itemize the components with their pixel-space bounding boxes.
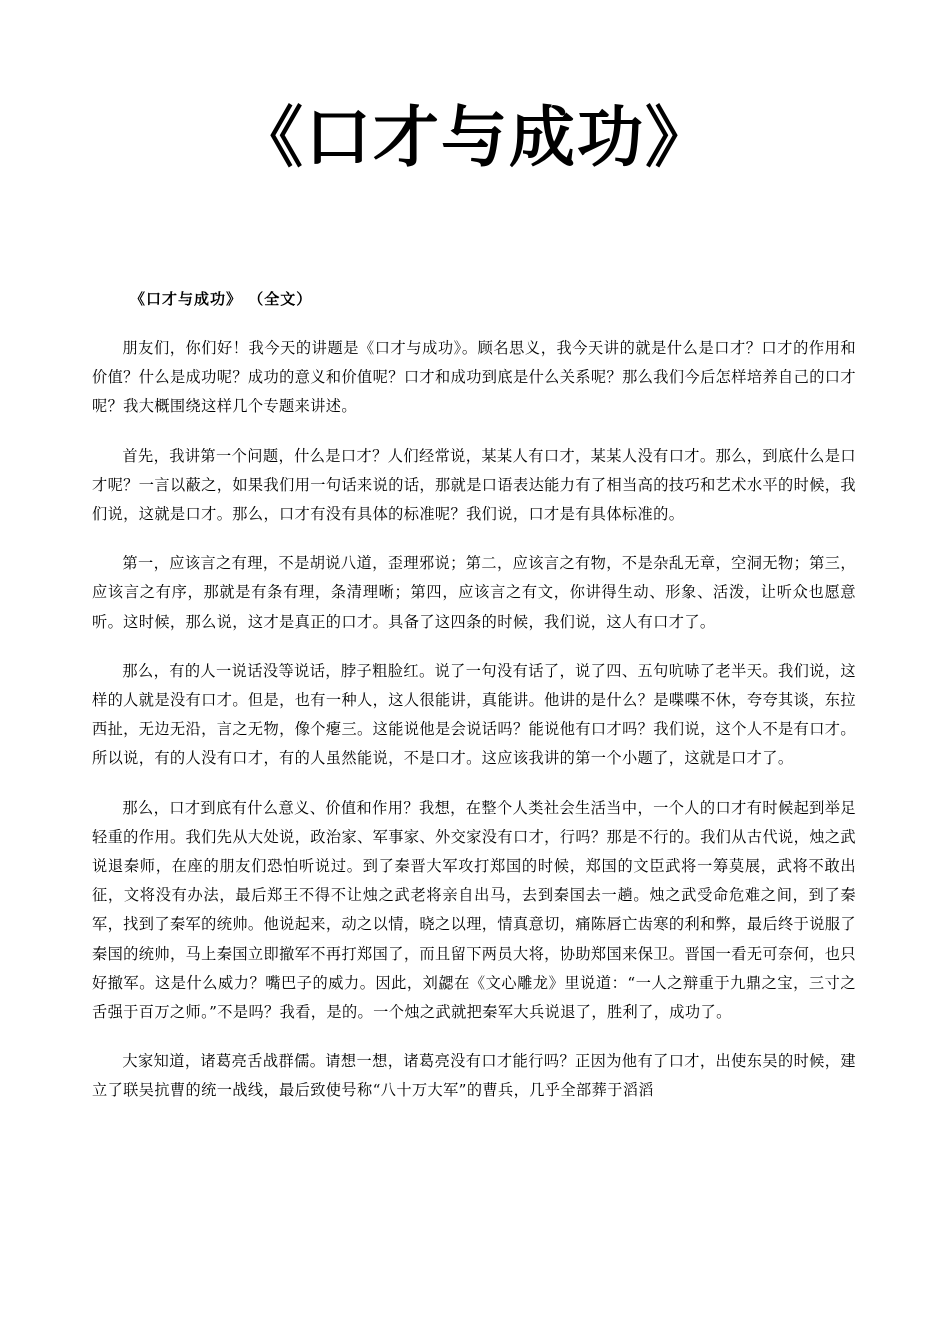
paragraph: 第一，应该言之有理，不是胡说八道，歪理邪说；第二，应该言之有物，不是杂乱无章，空洞无物；第三，应该言之有序，那就是有条有理，条清理晰；第四，应该言之有文，你讲得生动、形象、活泼，让听众也愿意听。这时候，那么说，这才是真正的口才。具备了这四条的时候，我们说，这人有口才了。 (92, 554, 856, 631)
paragraph: 朋友们，你们好！我今天的讲题是《口才与成功》。顾名思义，我今天讲的就是什么是口才？口才的作用和价值？什么是成功呢？成功的意义和价值呢？口才和成功到底是什么关系呢？那么我们今后怎样培养自己的口才呢？我大概围绕这样几个专题来讲述。 (92, 339, 856, 416)
paragraph: 首先，我讲第一个问题，什么是口才？人们经常说，某某人有口才，某某人没有口才。那么，到底什么是口才呢？一言以蔽之，如果我们用一句话来说的话，那就是口语表达能力有了相当高的技巧和艺术水平的时候，我们说，这就是口才。那么，口才有没有具体的标准呢？我们说，口才是有具体标准的。 (92, 446, 856, 524)
paragraph: 那么，有的人一说话没等说话，脖子粗脸红。说了一句没有话了，说了四、五句吭哧了老半天。我们说，这样的人就是没有口才。但是，也有一种人，这人很能讲，真能讲。他讲的是什么？是喋喋不休，夸夸其谈，东拉西扯，无边无沿，言之无物，像个瘪三。这能说他是会说话吗？能说他有口才吗？我们说，这个人不是有口才。所以说，有的人没有口才，有的人虽然能说，不是口才。这应该我讲的第一个小题了，这就是口才了。 (92, 661, 856, 768)
section-heading: 《口才与成功》 （全文） (130, 290, 313, 308)
paragraph: 那么，口才到底有什么意义、价值和作用？我想，在整个人类社会生活当中，一个人的口才有时候起到举足轻重的作用。我们先从大处说，政治家、军事家、外交家没有口才，行吗？那是不行的。我们从古代说，烛之武说退秦师，在座的朋友们恐怕听说过。到了秦晋大军攻打郑国的时候，郑国的文臣武将一筹莫展，武将不敢出征，文将没有办法，最后郑王不得不让烛之武老将亲自出马，去到秦国去一趟。烛之武受命危难之间，到了秦军，找到了秦军的统帅。他说起来，动之以情，晓之以理，情真意切，痛陈唇亡齿寒的利和弊，最后终于说服了秦国的统帅，马上秦国立即撤军不再打郑国了，而且留下两员大将，协助郑国来保卫。晋国一看无可奈何，也只好撤军。这是什么威力？嘴巴子的威力。因此，刘勰在《文心雕龙》里说道：“一人之辩重于九鼎之宝，三寸之舌强于百万之师。”不是吗？我看，是的。一个烛之武就把秦军大兵说退了，胜利了，成功了。 (92, 798, 856, 1022)
paragraph: 大家知道，诸葛亮舌战群儒。请想一想，诸葛亮没有口才能行吗？正因为他有了口才，出使东吴的时候，建立了联吴抗曹的统一战线，最后致使号称“八十万大军”的曹兵，几乎全部葬于滔滔 (92, 1052, 856, 1100)
body-text (92, 334, 856, 1126)
document-title: 《口才与成功》 (237, 98, 713, 176)
